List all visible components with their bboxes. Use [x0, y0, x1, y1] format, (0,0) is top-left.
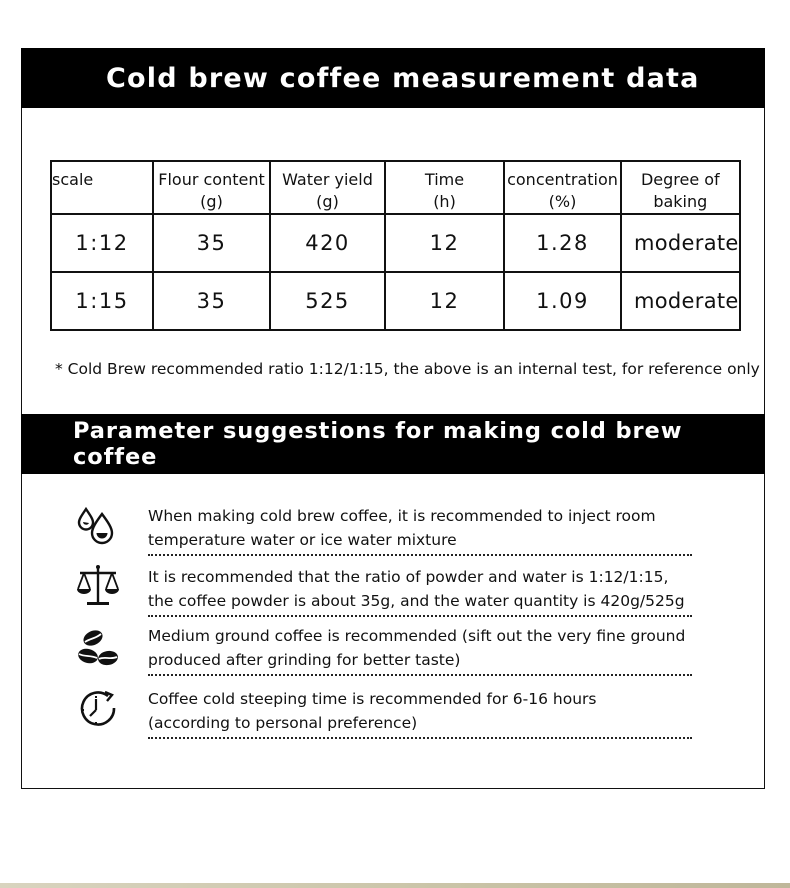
section-title-text: Parameter suggestions for making cold brew coffee: [73, 418, 683, 470]
cell-flour-content: 35: [153, 272, 270, 330]
measurement-table: [50, 160, 741, 331]
tip-line: Medium ground coffee is recommended (sift out the very fine ground: [148, 627, 686, 645]
section-title-text: Cold brew coffee measurement data: [106, 62, 700, 94]
tip-item: [148, 565, 692, 617]
cell-concentration: 1.28: [504, 214, 621, 272]
footnote: * Cold Brew recommended ratio 1:12/1:15, the above is an internal test, for reference only: [55, 360, 760, 378]
cell-scale: 1:15: [51, 272, 153, 330]
tip-line: the coffee powder is about 35g, and the water quantity is 420g/525g: [148, 592, 685, 610]
tip-line: produced after grinding for better taste): [148, 651, 461, 669]
cell-flour-content: 35: [153, 214, 270, 272]
table-row: [51, 272, 740, 330]
table-row: [51, 214, 740, 272]
tip-line: It is recommended that the ratio of powder and water is 1:12/1:15,: [148, 568, 669, 586]
cell-water-yield: 420: [270, 214, 385, 272]
section-title-measurement: [21, 48, 765, 108]
column-header-time: Time (h): [385, 161, 504, 214]
cell-scale: 1:12: [51, 214, 153, 272]
balance-scale-icon: [74, 562, 122, 610]
cell-degree-of-baking: moderate: [621, 214, 740, 272]
tip-line: (according to personal preference): [148, 714, 418, 732]
cell-time: 12: [385, 272, 504, 330]
column-header-degree-of-baking: Degree of baking: [621, 161, 740, 214]
timer-icon: [74, 686, 122, 734]
tip-line: temperature water or ice water mixture: [148, 531, 457, 549]
tip-item: [148, 687, 692, 739]
cell-degree-of-baking: moderate: [621, 272, 740, 330]
coffee-beans-icon: [74, 624, 122, 672]
column-header-water-yield: Water yield (g): [270, 161, 385, 214]
cell-water-yield: 525: [270, 272, 385, 330]
tip-item: [148, 504, 692, 556]
column-header-scale: scale: [51, 161, 153, 214]
water-drops-icon: [74, 502, 122, 550]
bottom-edge-strip: [0, 883, 790, 888]
column-header-flour-content: Flour content (g): [153, 161, 270, 214]
tip-line: Coffee cold steeping time is recommended for 6-16 hours: [148, 690, 597, 708]
tip-item: [148, 624, 692, 676]
table-header-row: [51, 161, 740, 214]
cell-time: 12: [385, 214, 504, 272]
column-header-concentration: concentration (%): [504, 161, 621, 214]
tip-line: When making cold brew coffee, it is recommended to inject room: [148, 507, 656, 525]
cell-concentration: 1.09: [504, 272, 621, 330]
section-title-parameters: [21, 414, 765, 474]
